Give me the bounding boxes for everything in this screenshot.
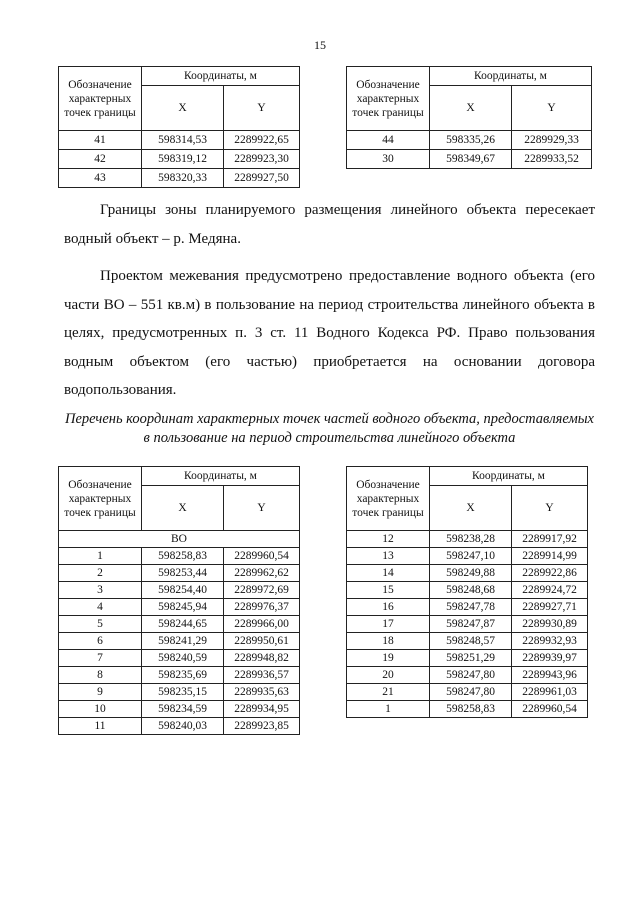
point-id-cell: 7: [59, 650, 142, 667]
point-id-cell: 18: [347, 633, 430, 650]
header-x: X: [430, 86, 512, 131]
y-coordinate-cell: 2289922,86: [512, 565, 588, 582]
x-coordinate-cell: 598240,59: [142, 650, 224, 667]
y-coordinate-cell: 2289929,33: [512, 131, 592, 150]
point-id-cell: 1: [347, 701, 430, 718]
y-coordinate-cell: 2289960,54: [224, 548, 300, 565]
point-id-cell: 17: [347, 616, 430, 633]
point-id-cell: 9: [59, 684, 142, 701]
header-coordinates: Координаты, м: [142, 67, 300, 86]
point-id-cell: 14: [347, 565, 430, 582]
header-x: X: [430, 486, 512, 531]
x-coordinate-cell: 598238,28: [430, 531, 512, 548]
point-id-cell: 44: [347, 131, 430, 150]
table-row: [347, 650, 588, 667]
header-y: Y: [224, 86, 300, 131]
table-row: [59, 131, 300, 150]
point-id-cell: 42: [59, 150, 142, 169]
y-coordinate-cell: 2289950,61: [224, 633, 300, 650]
x-coordinate-cell: 598320,33: [142, 169, 224, 188]
section-row: [59, 531, 300, 548]
x-coordinate-cell: 598247,10: [430, 548, 512, 565]
x-coordinate-cell: 598248,68: [430, 582, 512, 599]
point-id-cell: 2: [59, 565, 142, 582]
table-row: [59, 616, 300, 633]
point-id-cell: 6: [59, 633, 142, 650]
y-coordinate-cell: 2289966,00: [224, 616, 300, 633]
x-coordinate-cell: 598240,03: [142, 718, 224, 735]
point-id-cell: 15: [347, 582, 430, 599]
y-coordinate-cell: 2289939,97: [512, 650, 588, 667]
x-coordinate-cell: 598258,83: [142, 548, 224, 565]
x-coordinate-cell: 598247,78: [430, 599, 512, 616]
paragraph-water-object: Границы зоны планируемого размещения линейного объекта пересекает водный объект – р. Медяна.: [64, 202, 595, 247]
table-row: [59, 150, 300, 169]
x-coordinate-cell: 598245,94: [142, 599, 224, 616]
paragraph-land-survey: Проектом межевания предусмотрено предоставление водного объекта (его части ВО – 551 кв.м) в пользование на период строительства линейного объекта в целях, предусмотренных п. 3 ст. 11 Водного Кодекса РФ. Право пользования водным объектом (его частью) приобретается на основании договора водопользования.: [64, 268, 595, 398]
x-coordinate-cell: 598235,15: [142, 684, 224, 701]
table-row: [59, 684, 300, 701]
table-row: [347, 131, 592, 150]
table-body: [59, 131, 300, 188]
section-label: ВО: [59, 531, 300, 548]
point-id-cell: 21: [347, 684, 430, 701]
header-designation: Обозначение характерных точек границы: [59, 467, 142, 531]
x-coordinate-cell: 598258,83: [430, 701, 512, 718]
y-coordinate-cell: 2289922,65: [224, 131, 300, 150]
point-id-cell: 4: [59, 599, 142, 616]
header-designation: Обозначение характерных точек границы: [59, 67, 142, 131]
y-coordinate-cell: 2289927,71: [512, 599, 588, 616]
table-row: [347, 616, 588, 633]
x-coordinate-cell: 598254,40: [142, 582, 224, 599]
header-coordinates: Координаты, м: [430, 467, 588, 486]
table-row: [347, 150, 592, 169]
x-coordinate-cell: 598241,29: [142, 633, 224, 650]
x-coordinate-cell: 598314,53: [142, 131, 224, 150]
y-coordinate-cell: 2289930,89: [512, 616, 588, 633]
y-coordinate-cell: 2289914,99: [512, 548, 588, 565]
coords-table-bottom-right: [346, 466, 588, 718]
table-body: [59, 531, 300, 735]
point-id-cell: 10: [59, 701, 142, 718]
y-coordinate-cell: 2289923,30: [224, 150, 300, 169]
coords-table-top-left: [58, 66, 300, 188]
table-row: [347, 684, 588, 701]
point-id-cell: 19: [347, 650, 430, 667]
table-row: [59, 650, 300, 667]
y-coordinate-cell: 2289962,62: [224, 565, 300, 582]
header-designation: Обозначение характерных точек границы: [347, 467, 430, 531]
point-id-cell: 20: [347, 667, 430, 684]
x-coordinate-cell: 598253,44: [142, 565, 224, 582]
table-row: [59, 667, 300, 684]
y-coordinate-cell: 2289976,37: [224, 599, 300, 616]
coords-table-top-right: [346, 66, 592, 169]
table-row: [59, 548, 300, 565]
x-coordinate-cell: 598251,29: [430, 650, 512, 667]
table-row: [347, 565, 588, 582]
table-row: [347, 599, 588, 616]
x-coordinate-cell: 598244,65: [142, 616, 224, 633]
x-coordinate-cell: 598349,67: [430, 150, 512, 169]
table-row: [347, 548, 588, 565]
x-coordinate-cell: 598247,80: [430, 684, 512, 701]
x-coordinate-cell: 598248,57: [430, 633, 512, 650]
point-id-cell: 43: [59, 169, 142, 188]
y-coordinate-cell: 2289924,72: [512, 582, 588, 599]
table-row: [59, 633, 300, 650]
table-row: [59, 718, 300, 735]
header-y: Y: [224, 486, 300, 531]
y-coordinate-cell: 2289923,85: [224, 718, 300, 735]
coords-table-bottom-left: [58, 466, 300, 735]
point-id-cell: 41: [59, 131, 142, 150]
y-coordinate-cell: 2289936,57: [224, 667, 300, 684]
x-coordinate-cell: 598235,69: [142, 667, 224, 684]
x-coordinate-cell: 598249,88: [430, 565, 512, 582]
point-id-cell: 30: [347, 150, 430, 169]
y-coordinate-cell: 2289917,92: [512, 531, 588, 548]
x-coordinate-cell: 598319,12: [142, 150, 224, 169]
table-row: [59, 582, 300, 599]
x-coordinate-cell: 598234,59: [142, 701, 224, 718]
table-row: [347, 667, 588, 684]
x-coordinate-cell: 598247,87: [430, 616, 512, 633]
table-row: [59, 169, 300, 188]
y-coordinate-cell: 2289943,96: [512, 667, 588, 684]
point-id-cell: 16: [347, 599, 430, 616]
table-row: [59, 599, 300, 616]
point-id-cell: 5: [59, 616, 142, 633]
point-id-cell: 3: [59, 582, 142, 599]
table-row: [347, 582, 588, 599]
header-x: X: [142, 86, 224, 131]
x-coordinate-cell: 598247,80: [430, 667, 512, 684]
y-coordinate-cell: 2289935,63: [224, 684, 300, 701]
table-row: [347, 531, 588, 548]
y-coordinate-cell: 2289960,54: [512, 701, 588, 718]
point-id-cell: 11: [59, 718, 142, 735]
y-coordinate-cell: 2289932,93: [512, 633, 588, 650]
y-coordinate-cell: 2289948,82: [224, 650, 300, 667]
y-coordinate-cell: 2289972,69: [224, 582, 300, 599]
y-coordinate-cell: 2289961,03: [512, 684, 588, 701]
point-id-cell: 13: [347, 548, 430, 565]
table-caption: Перечень координат характерных точек частей водного объекта, предоставляемых в пользование на период строительства линейного объекта: [65, 411, 594, 446]
y-coordinate-cell: 2289934,95: [224, 701, 300, 718]
header-y: Y: [512, 86, 592, 131]
x-coordinate-cell: 598335,26: [430, 131, 512, 150]
header-coordinates: Координаты, м: [430, 67, 592, 86]
table-row: [347, 701, 588, 718]
page-number: 15: [314, 38, 326, 52]
header-coordinates: Координаты, м: [142, 467, 300, 486]
table-row: [59, 701, 300, 718]
table-body: [347, 531, 588, 718]
table-row: [347, 633, 588, 650]
point-id-cell: 12: [347, 531, 430, 548]
header-x: X: [142, 486, 224, 531]
table-row: [59, 565, 300, 582]
table-body: [347, 131, 592, 169]
header-designation: Обозначение характерных точек границы: [347, 67, 430, 131]
point-id-cell: 1: [59, 548, 142, 565]
y-coordinate-cell: 2289933,52: [512, 150, 592, 169]
header-y: Y: [512, 486, 588, 531]
y-coordinate-cell: 2289927,50: [224, 169, 300, 188]
point-id-cell: 8: [59, 667, 142, 684]
